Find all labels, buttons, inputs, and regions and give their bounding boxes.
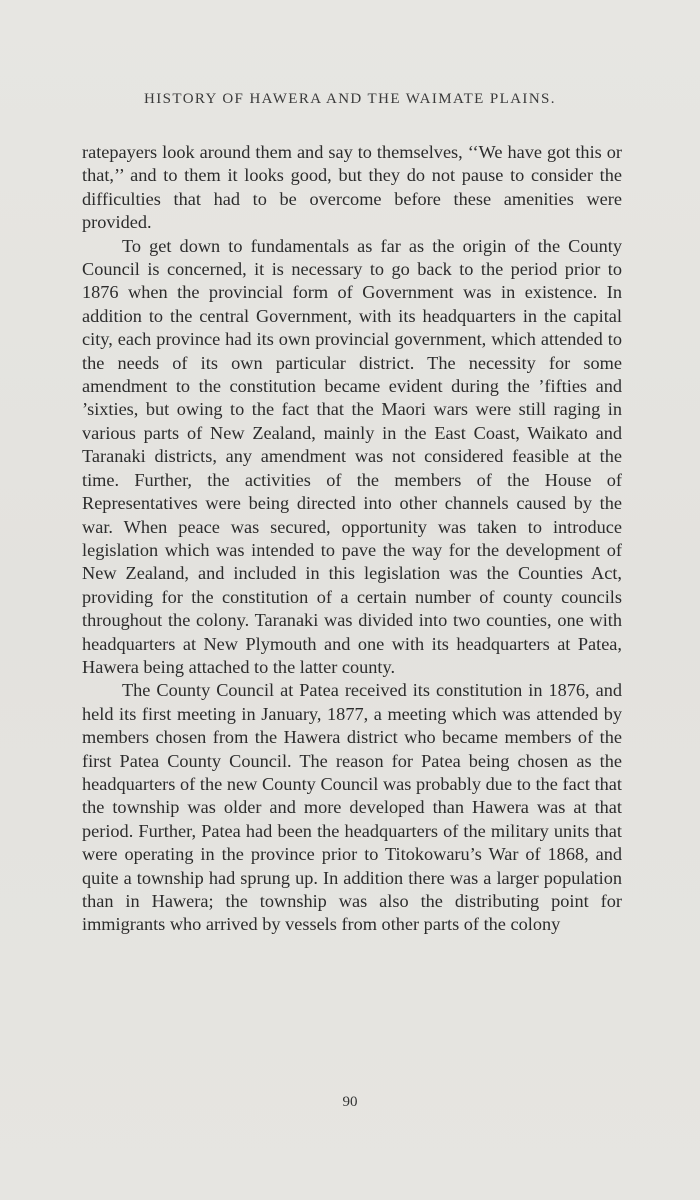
paragraph-3: The County Council at Patea received its constitution in 1876, and held its first meeting in January, 1877, a meeting which was attended by members chosen from the Hawera district who became members of the first Patea County Council. The reason for Patea being chosen as the headquarters of the new County Council was probably due to the fact that the township was older and more developed than Hawera was at that period. Further, Patea had been the headquarters of the military units that were operating in the province prior to Titokowaru’s War of 1868, and quite a township had sprung up. In addition there was a larger population than in Hawera; the township was also the distributing point for immigrants who arrived by vessels from other parts of the colony [82,680,622,935]
paragraph-1: ratepayers look around them and say to themselves, ‘‘We have got this or that,’’ and to them it looks good, but they do not pause to consider the difficulties that had to be overcome before these amenities were provided. [82,142,622,233]
running-head: HISTORY OF HAWERA AND THE WAIMATE PLAINS. [144,91,556,107]
paragraph-2: To get down to fundamentals as far as the origin of the County Council is concerned, it is necessary to go back to the period prior to 1876 when the provincial form of Government was in existence. In addition to the central Government, with its headquarters in the capital city, each province had its own provincial government, which attended to the needs of its own particular district. The necessity for some amendment to the constitution became evident during the ’fifties and ’sixties, but owing to the fact that the Maori wars were still raging in various parts of New Zealand, mainly in the East Coast, Waikato and Taranaki districts, any amendment was not considered feasible at the time. Further, the activities of the members of the House of Representatives were being directed into other channels caused by the war. When peace was secured, opportunity was taken to introduce legislation which was intended to pave the way for the development of New Zealand, and included in this legislation was the Counties Act, providing for the constitution of a certain number of county councils throughout the colony. Taranaki was divided into two counties, one with headquarters at New Plymouth and one with its headquarters at Patea, Hawera being attached to the latter county. [82,235,622,677]
page-number: 90 [342,1094,358,1110]
body-text [82,141,622,937]
